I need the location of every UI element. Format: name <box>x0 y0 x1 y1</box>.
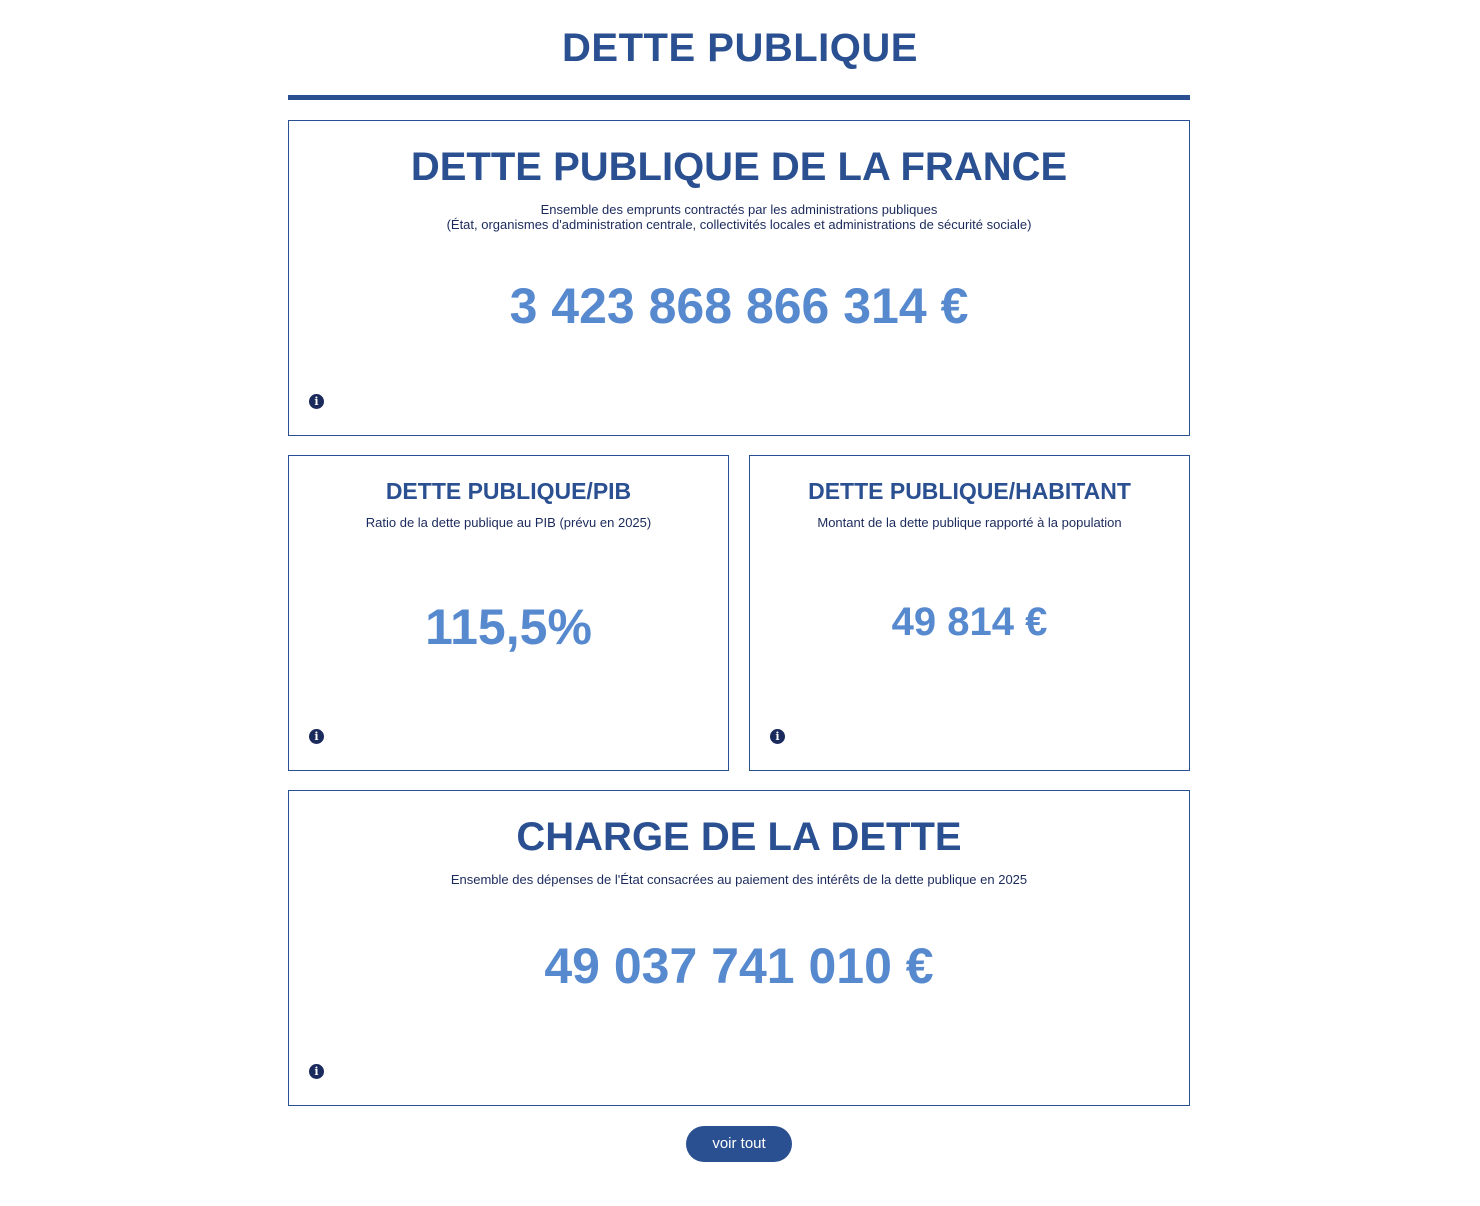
card-dette-habitant <box>749 455 1190 771</box>
card-value: 3 423 868 866 314 € <box>509 278 969 334</box>
info-icon[interactable]: i <box>309 394 324 409</box>
info-icon[interactable]: i <box>770 729 785 744</box>
card-title: DETTE PUBLIQUE DE LA FRANCE <box>410 145 1068 189</box>
card-dette-publique-france <box>288 120 1190 436</box>
card-charge-dette <box>288 790 1190 1106</box>
card-description <box>299 202 1179 232</box>
card-title: DETTE PUBLIQUE/HABITANT <box>808 478 1131 504</box>
voir-tout-button[interactable]: voir tout <box>686 1126 792 1162</box>
page-title: DETTE PUBLIQUE <box>562 26 918 70</box>
card-description-line: Ensemble des dépenses de l'État consacrées au paiement des intérêts de la dette publique en 2025 <box>450 872 1028 887</box>
card-value: 49 037 741 010 € <box>544 938 934 994</box>
card-title: DETTE PUBLIQUE/PIB <box>385 478 632 504</box>
info-icon[interactable]: i <box>309 1064 324 1079</box>
card-description <box>760 515 1179 530</box>
title-divider <box>288 95 1190 100</box>
card-description-line: Ensemble des emprunts contractés par les administrations publiques <box>540 202 938 217</box>
card-description-line: Ratio de la dette publique au PIB (prévu en 2025) <box>365 515 652 530</box>
card-description-line: (État, organismes d'administration centrale, collectivités locales et administrations de sécurité sociale) <box>446 217 1032 232</box>
card-value: 115,5% <box>425 599 592 655</box>
card-value: 49 814 € <box>891 600 1048 644</box>
card-description-line: Montant de la dette publique rapporté à la population <box>817 515 1122 530</box>
info-icon[interactable]: i <box>309 729 324 744</box>
card-description <box>299 515 718 530</box>
card-description <box>299 872 1179 887</box>
card-dette-pib <box>288 455 729 771</box>
card-title: CHARGE DE LA DETTE <box>516 815 962 859</box>
